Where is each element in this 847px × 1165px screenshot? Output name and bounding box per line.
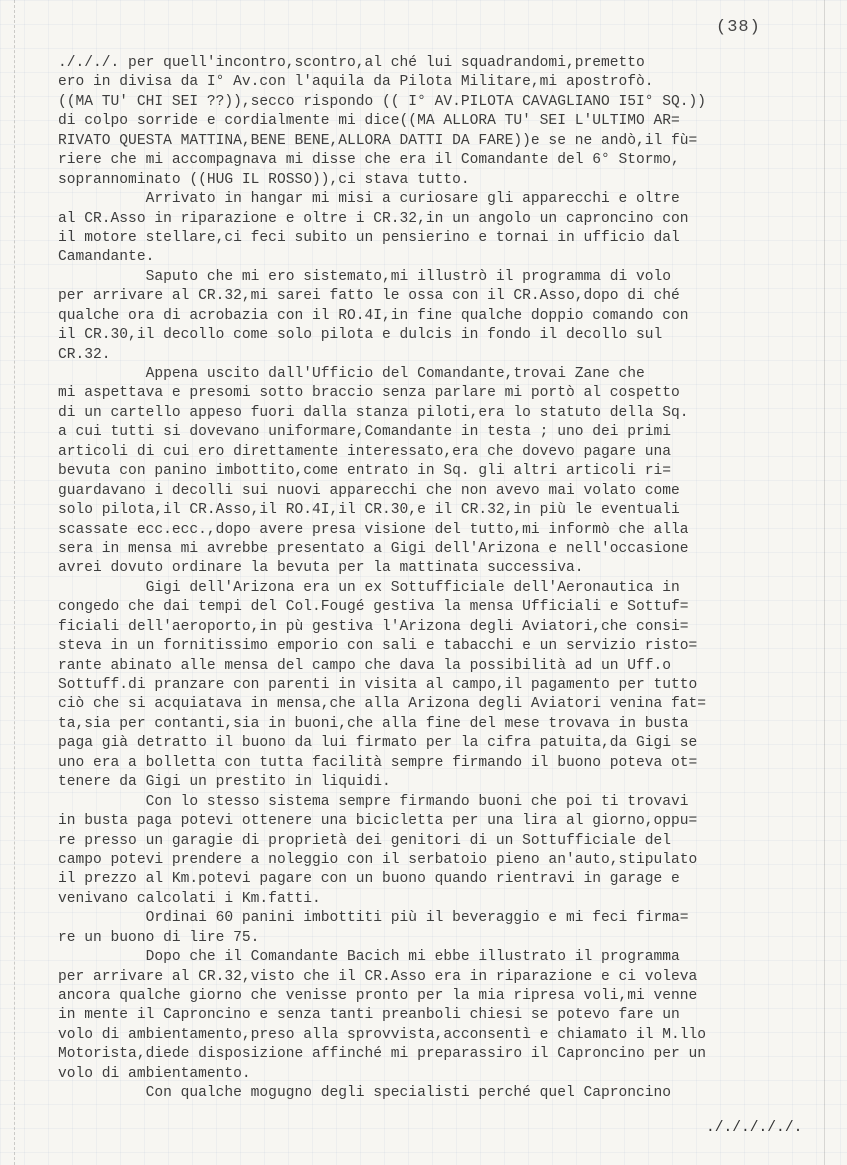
text-line: CR.32.	[58, 346, 111, 363]
text-line: Sottuff.di pranzare con parenti in visita al campo,il pagamento per tutto	[58, 677, 698, 693]
text-line: venivano calcolati i Km.fatti.	[58, 890, 321, 907]
text-line: a cui tutti si dovevano uniformare,Comandante in testa ; uno dei primi	[58, 424, 672, 441]
text-line: volo di ambientamento,preso alla sprovvista,acconsentì e chiamato il M.llo	[58, 1026, 707, 1043]
text-line: Dopo che il Comandante Bacich mi ebbe illustrato il programma	[58, 949, 680, 966]
text-line: Con qualche mogugno degli specialisti perché quel Caproncino	[58, 1085, 672, 1102]
text-line: ciò che si acquiatava in mensa,che alla Arizona degli Aviatori venina fat=	[58, 696, 707, 713]
text-line: riere che mi accompagnava mi disse che era il Comandante del 6° Stormo,	[58, 152, 680, 169]
text-line: Saputo che mi ero sistemato,mi illustrò il programma di volo	[58, 268, 672, 285]
text-line: ./././. per quell'incontro,scontro,al ché lui squadrandomi,premetto	[58, 55, 645, 71]
text-line: sera in mensa mi avrebbe presentato a Gigi dell'Arizona e nell'occasione	[58, 540, 689, 557]
text-line: campo potevi prendere a noleggio con il serbatoio pieno an'auto,stipulato	[58, 851, 698, 868]
text-line: scassate ecc.ecc.,dopo avere presa visione del tutto,mi informò che alla	[58, 521, 689, 538]
text-line: soprannominato ((HUG IL ROSSO)),ci stava tutto.	[58, 171, 470, 188]
text-line: Camandante.	[58, 249, 155, 266]
text-line: il prezzo al Km.potevi pagare con un buono quando rientravi in garage e	[58, 871, 680, 888]
text-line: articoli di cui ero direttamente interessato,era che dovevo pagare una	[58, 443, 672, 460]
text-line: al CR.Asso in riparazione e oltre i CR.32,in un angolo un caproncino con	[58, 210, 689, 227]
text-line: per arrivare al CR.32,mi sarei fatto le ossa con il CR.Asso,dopo di ché	[58, 288, 680, 305]
text-line: ficiali dell'aeroporto,in pù gestiva l'Arizona degli Aviatori,che consi=	[58, 618, 689, 635]
text-line: il motore stellare,ci feci subito un pensierino e tornai in ufficio dal	[58, 229, 680, 246]
text-line: Con lo stesso sistema sempre firmando buoni che poi ti trovavi	[58, 793, 689, 810]
text-line: Motorista,diede disposizione affinché mi preparassiro il Caproncino per un	[58, 1046, 707, 1063]
text-line: di un cartello appeso fuori dalla stanza piloti,era lo statuto della Sq.	[58, 404, 689, 421]
closing-mark: ./././././.	[706, 1120, 803, 1136]
text-line: steva in un fornitissimo emporio con sali e tabacchi e un servizio risto=	[58, 638, 698, 655]
text-line: Appena uscito dall'Ufficio del Comandante,trovai Zane che	[58, 366, 645, 382]
page-number: (38)	[716, 18, 761, 37]
text-line: in mente il Caproncino e senza tanti preanboli chiesi se potevo fare un	[58, 1007, 680, 1024]
text-line: di colpo sorride e cordialmente mi dice((MA ALLORA TU' SEI L'ULTIMO AR=	[58, 113, 680, 130]
text-line: mi aspettava e presomi sotto braccio senza parlare mi portò al cospetto	[58, 385, 680, 402]
text-line: paga già detratto il buono da lui firmato per la cifra patuita,da Gigi se	[58, 735, 698, 752]
text-line: re un buono di lire 75.	[58, 929, 260, 946]
page-edge-line	[824, 0, 825, 1165]
text-line: ((MA TU' CHI SEI ??)),secco rispondo (( I° AV.PILOTA CAVAGLIANO I5I° SQ.))	[58, 93, 707, 110]
text-line: rante abinato alle mensa del campo che dava la possibilità ad un Uff.o	[58, 657, 672, 674]
text-line: ancora qualche giorno che venisse pronto per la mia ripresa voli,mi venne	[58, 988, 698, 1004]
text-line: uno era a bolletta con tutta facilità sempre firmando il buono poteva ot=	[58, 754, 698, 771]
text-line: il CR.30,il decollo come solo pilota e dulcis in fondo il decollo sul	[58, 327, 663, 344]
text-line: ero in divisa da I° Av.con l'aquila da Pilota Militare,mi apostrofò.	[58, 74, 654, 91]
text-line: avrei dovuto ordinare la bevuta per la mattinata successiva.	[58, 560, 584, 577]
text-line: re presso un garagie di proprietà dei genitori di un Sottufficiale del	[58, 832, 672, 849]
text-line: Ordinai 60 panini imbottiti più il beveraggio e mi feci firma=	[58, 910, 689, 927]
text-line: volo di ambientamento.	[58, 1065, 251, 1082]
text-line: bevuta con panino imbottito,come entrato in Sq. gli altri articoli ri=	[58, 463, 672, 480]
text-line: RIVATO QUESTA MATTINA,BENE BENE,ALLORA DATTI DA FARE))e se ne andò,il fù=	[58, 132, 698, 149]
text-line: ta,sia per contanti,sia in buoni,che alla fine del mese trovava in busta	[58, 715, 689, 732]
binder-margin	[14, 0, 21, 1165]
text-line: guardavano i decolli sui nuovi apparecchi che non avevo mai volato come	[58, 482, 680, 499]
text-line: tenere da Gigi un prestito in liquidi.	[58, 774, 391, 791]
body-text	[58, 54, 806, 1104]
text-line: solo pilota,il CR.Asso,il RO.4I,il CR.30,e il CR.32,in più le eventuali	[58, 502, 680, 519]
text-line: in busta paga potevi ottenere una bicicletta per una lira al giorno,oppu=	[58, 813, 698, 830]
text-line: Gigi dell'Arizona era un ex Sottufficiale dell'Aeronautica in	[58, 579, 680, 596]
text-line: congedo che dai tempi del Col.Fougé gestiva la mensa Ufficiali e Sottuf=	[58, 599, 689, 616]
text-line: Arrivato in hangar mi misi a curiosare gli apparecchi e oltre	[58, 191, 680, 208]
text-line: qualche ora di acrobazia con il RO.4I,in fine qualche doppio comando con	[58, 307, 689, 324]
text-line: per arrivare al CR.32,visto che il CR.Asso era in riparazione e ci voleva	[58, 968, 698, 985]
